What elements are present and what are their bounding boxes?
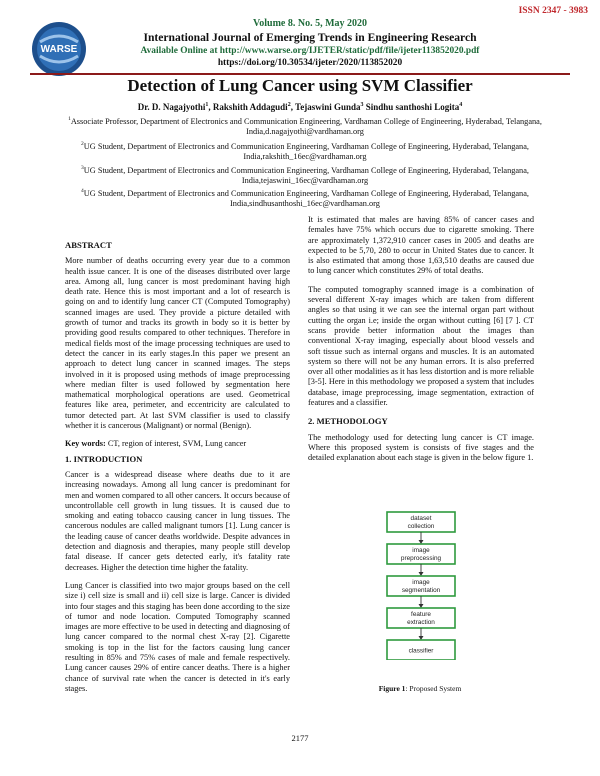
affiliation: [60, 163, 550, 187]
flow-box-label: collection: [407, 523, 435, 530]
affiliation: [60, 114, 550, 138]
logo-text: WARSE: [40, 44, 78, 55]
author-name: Tejaswini Gunda: [295, 102, 361, 112]
volume-info: Volume 8. No. 5, May 2020: [252, 18, 368, 29]
author-sup: 1: [205, 102, 209, 108]
methodology-heading: 2. METHODOLOGY: [308, 416, 388, 427]
page-number: 2177: [291, 733, 309, 743]
flow-box-label: image: [412, 547, 430, 554]
header-rule: [30, 73, 570, 75]
affiliation-sup: 1: [68, 116, 71, 122]
author-sup: 4: [459, 102, 463, 108]
flow-box-label: preprocessing: [400, 555, 442, 562]
flow-box-label: classifier: [408, 647, 434, 655]
affiliation-text: UG Student, Department of Electronics and Communication Engineering, Vardhaman College of Engineering, Hyderabad, Telangana, India,sindhusanthoshi_16ec@vardhaman.org: [83, 188, 529, 209]
abstract-heading: ABSTRACT: [65, 240, 112, 250]
proposed-system-flowchart: [373, 510, 469, 660]
figure-caption: [300, 684, 540, 693]
affiliation: [60, 139, 550, 163]
stats-paragraph: It is estimated that males are having 85% of cancer cases and females have 75% which occurs due to cigarette smoking. There are approximately 1,372,910 cancer cases in 2005 and deaths are expected to be 5,70, 280 to occur in United States due to cancer. It is also estimated that among those 1,63,510 deaths are caused due to lung cancer which constitutes 29% of total deaths.: [308, 215, 534, 276]
keywords: [65, 439, 290, 449]
journal-title: International Journal of Emerging Trends in Engineering Research: [143, 31, 477, 44]
intro-paragraph-2: Lung Cancer is classified into two major groups based on the cell size i) cell size is small and ii) cell size is large. Cancer is divided into four stages and this staging has been done according to the size of tumor and node location. Computed Tomography scanned images are more effective to be used in detecting and diagnosing of lung cancer compared to the normal chest X-ray [2]. Cigarette smoking is top in the list for the factors causing lung cancer resulting in 85% and 75% cases of male and female respectively. Lung cancer causes 29% of entire cancer deaths. There is a higher chance of survival rate when the cancer is detected in it's early stages.: [65, 580, 290, 693]
warse-logo: [30, 20, 88, 78]
right-column: [308, 215, 534, 472]
author-sep: ,: [208, 102, 213, 112]
intro-paragraph-1: Cancer is a widespread disease where deaths due to it are increasing nowadays. Among all lung cancer is predominant for men and women compared to all other cancers. It occurs because of uncontrollable cell growth in lung tissues. It is caused due to smoking and eating tobacco causing cancer in lung tissues. The cancerous nodules are called malignant tumors [1]. Lung cancer is the leading cause of cancer deaths worldwide. Despite advances in detection and diagnosis and therapies, many people still develop fatal disease. If cancer gets detected early, it's fatality rate decreases. Higher the detection time higher the fatality.: [65, 469, 290, 572]
flow-box-label: dataset: [410, 515, 432, 522]
affiliation-sup: 2: [81, 141, 84, 147]
affiliation-sup: 3: [81, 165, 84, 171]
author-sup: 3: [360, 102, 364, 108]
affiliation-text: Associate Professor, Department of Electronics and Communication Engineering, Vardhaman College of Engineering, Hyderabad, Telangana, India,d.nagajyothi@vardhaman.org: [70, 116, 542, 137]
affiliation: [60, 186, 550, 210]
doi-link[interactable]: https://doi.org/10.30534/ijeter/2020/113852020: [217, 58, 403, 68]
affiliation-sup: 4: [81, 188, 84, 194]
author-sup: 2: [287, 102, 291, 108]
figure-caption-text: : Proposed System: [405, 684, 462, 693]
author-name: Sindhu santhoshi Logita: [365, 102, 460, 112]
flow-box-label: image: [412, 579, 430, 586]
keywords-label: Key words:: [65, 439, 106, 449]
methodology-paragraph: The methodology used for detecting lung cancer is CT image. Where this proposed system is consists of five stages and the detailed explanation about each stage is given in the below figure 1.: [308, 432, 534, 463]
introduction-heading: 1. INTRODUCTION: [65, 453, 143, 464]
issn: ISSN 2347 - 3983: [518, 6, 588, 16]
available-online-link[interactable]: Available Online at http://www.warse.org/IJETER/static/pdf/file/ijeter113852020.pdf: [140, 46, 480, 56]
author-name: Dr. D. Nagajyothi: [137, 102, 206, 112]
author-list: [0, 102, 600, 112]
affiliation-text: UG Student, Department of Electronics and Communication Engineering, Vardhaman College of Engineering, Hyderabad, Telangana, India,rakshith_16ec@vardhaman.org: [83, 141, 529, 162]
keywords-text: CT, region of interest, SVM, Lung cancer: [105, 439, 247, 449]
author-name: Rakshith Addagudi: [212, 102, 288, 112]
author-sep: ,: [290, 102, 296, 112]
flow-box-label: segmentation: [401, 587, 441, 594]
abstract-text: More number of deaths occurring every year due to a common health issue cancer. It is one of the diseases distributed over large area. Among all, lung cancer is most predominant having high death rate. Hence this is most important and a lot of research is going on and to identify lung cancer CT (Computed Tomography) scanned images are used. They provide a picture detailed with growth of tumor and tracks its growth in body so it is better by providing good results compared to other techniques. Therefore in medical fields most of the image processing techniques are used to detect the cancer in its early stages.In this paper we present an approach to detect lung cancer in scanned images. The steps involved in it is proposed using methods of image preprocessing where median filter is used followed by segmentation here mathematical morphological operations are used. Geometrical features like area, perimeter, and eccentricity are calculated to tumor detected part. At last SVM classifier is used to classify whether it is cancerous (Malignant) or normal (Benign).: [65, 256, 290, 431]
flow-box-label: extraction: [407, 619, 435, 626]
figure-label: Figure 1: [378, 684, 406, 693]
flow-box-label: feature: [411, 611, 431, 618]
left-column: [65, 240, 290, 702]
affiliation-text: UG Student, Department of Electronics and Communication Engineering, Vardhaman College of Engineering, Hyderabad, Telangana, India,tejaswini_16ec@vardhaman.org: [83, 165, 529, 186]
paper-title: Detection of Lung Cancer using SVM Classifier: [127, 76, 473, 95]
ct-paragraph: The computed tomography scanned image is a combination of several different X-ray images which are taken from different angles so that using it we can see the internal organ part without cutting the organ i.e; inside the organ without cutting [6] [7 ]. CT scans provide better information about the images than conventional X-ray imaging, especially about blood vessels and soft tissue such as internal organs and muscles. It is an automated system so there will not be any human errors. It is also preferred over all other modalities as it has less distortion and is more reliable [3-5]. Here in this methodology we proposed a system that includes database, image preprocessing, image segmentation, extraction of features and a classifier.: [308, 284, 534, 408]
